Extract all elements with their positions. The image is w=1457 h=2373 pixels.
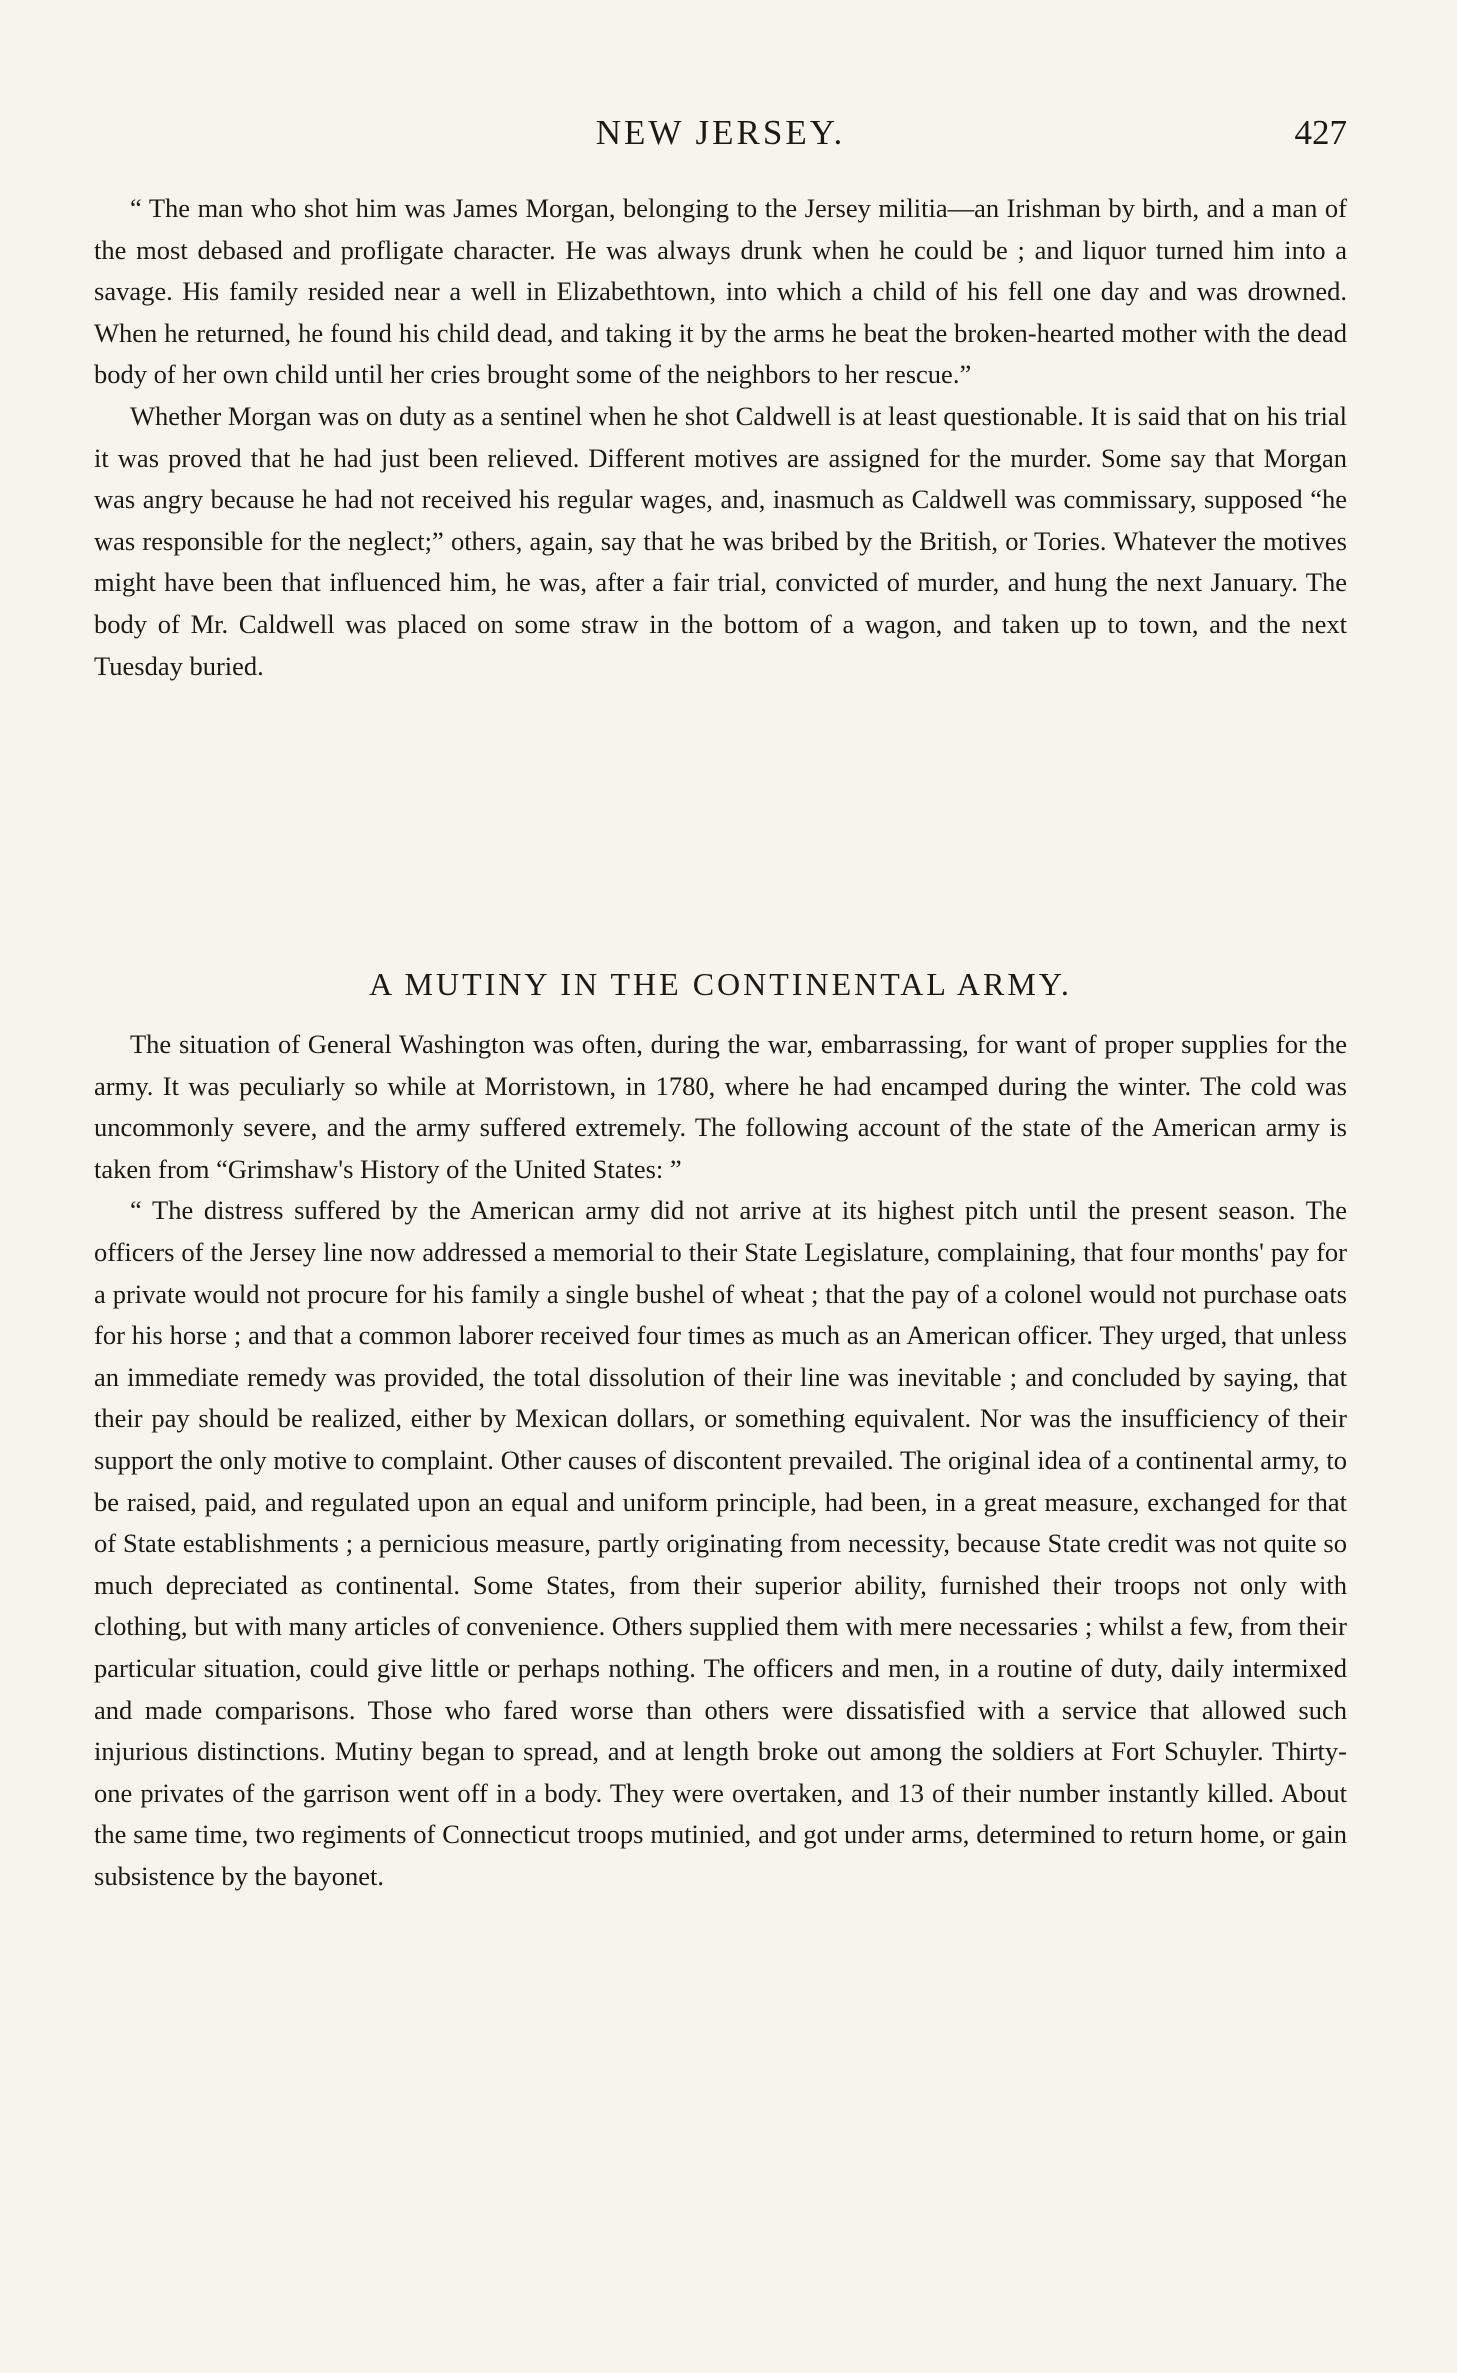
paragraph-morgan-quote: “ The man who shot him was James Morgan, belonging to the Jersey militia—an Irishman by birth, and a man of the most debased and profligate character. He was always drunk when he could be ; and liquor turned him into a savage. His family resided near a well in Elizabethtown, into which a child of his fell one day and was drowned. When he returned, he found his child dead, and taking it by the arms he beat the broken-hearted mother with the dead body of her own child until her cries brought some of the neighbors to her rescue.” <box>94 193 1347 390</box>
paragraph-morgan-motives: Whether Morgan was on duty as a sentinel when he shot Caldwell is at least questionable. It is said that on his trial it was proved that he had just been relieved. Different motives are assigned for the murder. Some say that Morgan was angry because he had not received his regular wages, and, inasmuch as Caldwell was commissary, supposed “he was responsible for the neglect;” others, again, say that he was bribed by the British, or Tories. Whatever the motives might have been that influenced him, he was, after a fair trial, convicted of murder, and hung the next January. The body of Mr. Caldwell was placed on some straw in the bottom of a wagon, and taken up to town, and the next Tuesday buried. <box>94 400 1347 681</box>
paragraph-grimshaw-quote: “ The distress suffered by the American army did not arrive at its highest pitch until the present season. The officers of the Jersey line now addressed a memorial to their State Legislature, complaining, that four months' pay for a private would not procure for his family a single bushel of wheat ; that the pay of a colonel would not purchase oats for his horse ; and that a common laborer received four times as much as an American officer. They urged, that unless an immediate remedy was provided, the total dissolution of their line was inevitable ; and concluded by saying, that their pay should be realized, either by Mexican dollars, or something equivalent. Nor was the insufficiency of their support the only motive to complaint. Other causes of discontent prevailed. The original idea of a continental army, to be raised, paid, and regulated upon an equal and uniform principle, had been, in a great measure, exchanged for that of State establishments ; a pernicious measure, partly originating from necessity, because State credit was not quite so much depreciated as continental. Some States, from their superior ability, furnished their troops not only with clothing, but with many articles of convenience. Others supplied them with mere necessaries ; whilst a few, from their particular situation, could give little or perhaps nothing. The officers and men, in a routine of duty, daily intermixed and made comparisons. Those who fared worse than others were dissatisfied with a service that allowed such injurious distinctions. Mutiny began to spread, and at length broke out among the soldiers at Fort Schuyler. Thirty-one privates of the garrison went off in a body. They were overtaken, and 13 of their number instantly killed. About the same time, two regiments of Connecticut troops mutinied, and got under arms, determined to return home, or gain subsistence by the bayonet. <box>94 1195 1347 1891</box>
running-head-title: NEW JERSEY. <box>595 113 846 152</box>
paragraph-washington-situation: The situation of General Washington was often, during the war, embarrassing, for want of proper supplies for the army. It was peculiarly so while at Morristown, in 1780, where he had encamped during the winter. The cold was uncommonly severe, and the army suffered extremely. The following account of the state of the American army is taken from “Grimshaw's History of the United States: ” <box>94 1029 1347 1184</box>
text-block-caldwell <box>94 188 1347 687</box>
section-heading: A MUTINY IN THE CONTINENTAL ARMY. <box>369 966 1072 1002</box>
page-number: 427 <box>1294 113 1347 152</box>
running-head <box>94 108 1347 158</box>
text-block-mutiny <box>94 1024 1347 1897</box>
